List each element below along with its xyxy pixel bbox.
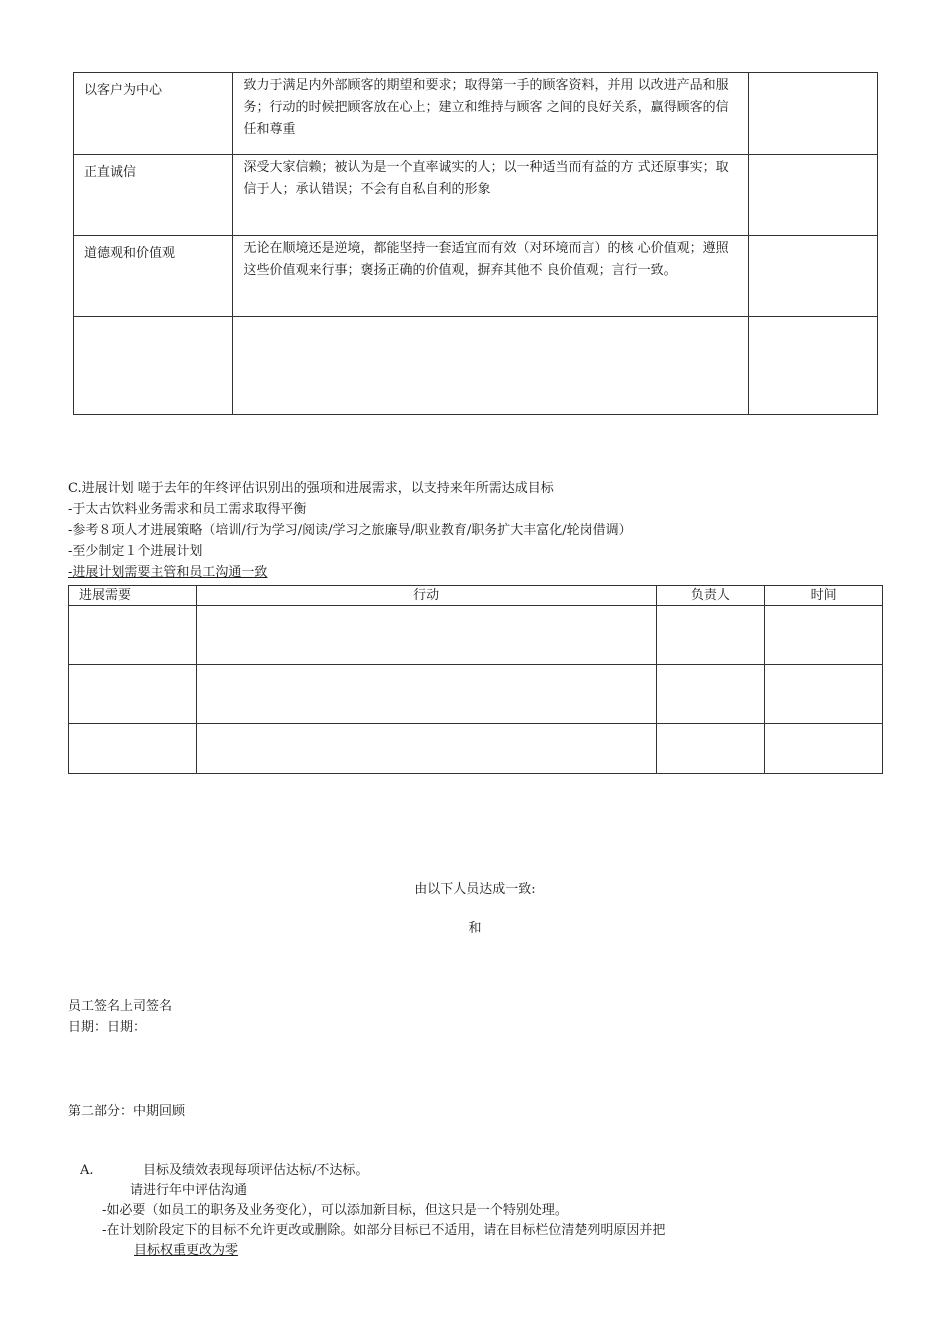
header-time: 时间 — [765, 586, 883, 606]
owner-cell[interactable] — [656, 665, 765, 724]
section-a — [80, 1161, 665, 1261]
time-cell[interactable] — [765, 665, 883, 724]
table-row — [74, 73, 878, 155]
competency-description: 深受大家信赖；被认为是一个直率诚实的人；以一种适当而有益的方 式还原事实；取信于人；承认错误；不会有自私自利的形象 — [233, 155, 748, 236]
section-a-bullet: -如必要（如员工的职务及业务变化），可以添加新目标，但这只是一个特别处理。 — [102, 1203, 568, 1218]
competency-rating-cell[interactable] — [748, 236, 878, 317]
competency-description: 无论在顺境还是逆境，都能坚持一套适宜而有效（对环境而言）的核 心价值观；遵照这些价值观来行事；褒扬正确的价值观，摒弃其他不 良价值观；言行一致。 — [233, 236, 748, 317]
development-plan — [68, 478, 632, 583]
signature-labels: 员工签名上司签名 — [68, 999, 173, 1014]
action-cell[interactable] — [196, 606, 656, 665]
empty-name-cell[interactable] — [74, 317, 233, 415]
time-cell[interactable] — [765, 606, 883, 665]
development-plan-heading: C.进展计划 嗟于去年的年终评估识别出的强项和进展需求，以支持来年所需达成目标 — [68, 481, 554, 496]
competency-name: 以客户为中心 — [74, 73, 233, 155]
action-cell[interactable] — [196, 724, 656, 774]
development-plan-table — [68, 585, 883, 774]
section-a-bullet-continued: 目标权重更改为零 — [134, 1243, 239, 1258]
section-a-line: 请进行年中评估沟通 — [130, 1183, 248, 1198]
competency-rating-cell[interactable] — [748, 73, 878, 155]
owner-cell[interactable] — [656, 606, 765, 665]
table-header-row — [69, 586, 883, 606]
table-row — [74, 236, 878, 317]
development-plan-bullet: -于太古饮料业务需求和员工需求取得平衡 — [68, 502, 307, 517]
section-a-label: A. — [80, 1163, 94, 1178]
development-plan-bullet: -参考８项人才进展策略（培训/行为学习/阅读/学习之旅廉导/职业教育/职务扩大丰富化/轮岗借调） — [68, 523, 632, 538]
development-need-cell[interactable] — [69, 606, 197, 665]
development-need-cell[interactable] — [69, 724, 197, 774]
competency-name: 正直诚信 — [74, 155, 233, 236]
date-labels: 日期：日期： — [68, 1020, 147, 1035]
competency-description: 致力于满足内外部顾客的期望和要求；取得第一手的顾客资料，并用 以改进产品和服务；行动的时候把顾客放在心上；建立和维持与顾客 之间的良好关系，赢得顾客的信任和尊重 — [233, 73, 748, 155]
section-a-bullet: -在计划阶段定下的目标不允许更改或删除。如部分目标已不适用，请在目标栏位清楚列明原因并把 — [102, 1223, 666, 1238]
development-plan-bullet: -进展计划需要主管和员工沟通一致 — [68, 565, 268, 580]
development-plan-bullet: -至少制定１个进展计划 — [68, 544, 203, 559]
agreement-and: 和 — [468, 921, 482, 936]
part-two-title: 第二部分：中期回顾 — [68, 1104, 186, 1119]
competency-table — [73, 72, 878, 415]
agreement-text: 由以下人员达成一致: — [414, 882, 536, 897]
table-row — [74, 317, 878, 415]
empty-description-cell[interactable] — [233, 317, 748, 415]
header-owner: 负责人 — [656, 586, 765, 606]
empty-rating-cell[interactable] — [748, 317, 878, 415]
owner-cell[interactable] — [656, 724, 765, 774]
table-row — [69, 665, 883, 724]
action-cell[interactable] — [196, 665, 656, 724]
table-row — [74, 155, 878, 236]
competency-rating-cell[interactable] — [748, 155, 878, 236]
header-development-need: 进展需要 — [69, 586, 197, 606]
time-cell[interactable] — [765, 724, 883, 774]
header-action: 行动 — [196, 586, 656, 606]
development-need-cell[interactable] — [69, 665, 197, 724]
table-row — [69, 606, 883, 665]
section-a-title: 目标及绩效表现每项评估达标/不达标。 — [143, 1163, 369, 1178]
competency-name: 道德观和价值观 — [74, 236, 233, 317]
table-row — [69, 724, 883, 774]
